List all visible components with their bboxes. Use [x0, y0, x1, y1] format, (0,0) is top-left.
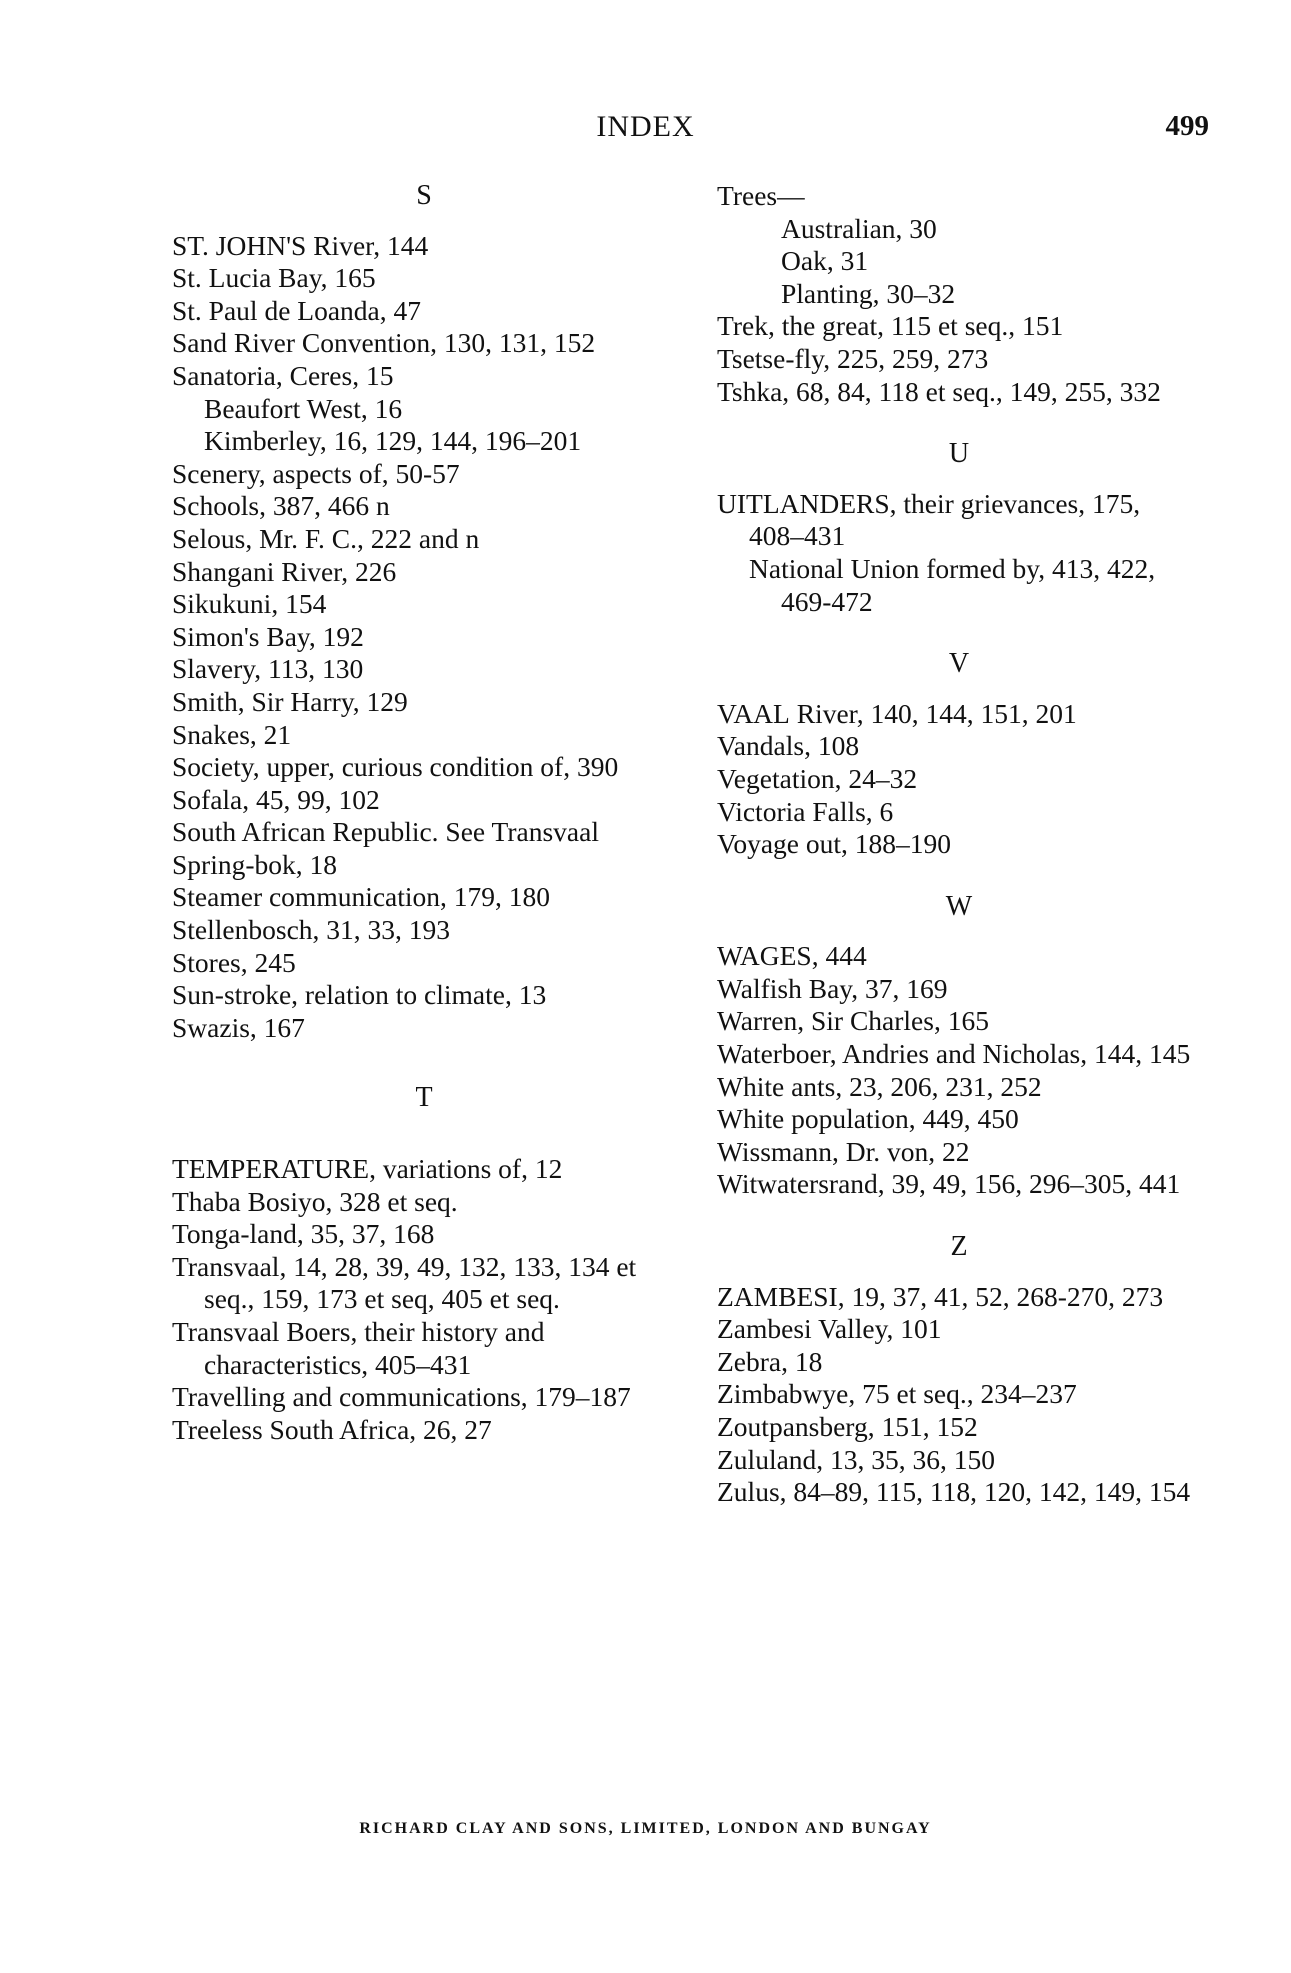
index-entry: Swazis, 167: [172, 1011, 305, 1043]
index-entry: ZAMBESI, 19, 37, 41, 52, 268-270, 273: [717, 1280, 1164, 1312]
index-entry: Transvaal Boers, their history and characteristics, 405–431: [172, 1316, 545, 1380]
index-entry: Tshka, 68, 84, 118 et seq., 149, 255, 332: [717, 375, 1161, 407]
index-entry: Travelling and communications, 179–187: [172, 1381, 631, 1413]
index-entry: UITLANDERS, their grievances, 175, 408–431: [717, 487, 1141, 552]
index-subentry: National Union formed by, 413, 422, 469-472: [749, 552, 1156, 617]
index-entry: Trek, the great, 115 et seq., 151: [717, 310, 1064, 342]
index-entry: Smith, Sir Harry, 129: [172, 685, 408, 717]
index-entry: Witwatersrand, 39, 49, 156, 296–305, 441: [717, 1168, 1181, 1200]
index-entry: Zimbabwye, 75 et seq., 234–237: [717, 1378, 1077, 1410]
index-column-right: [717, 180, 1201, 1509]
index-entry: Walfish Bay, 37, 169: [717, 972, 948, 1004]
running-title: INDEX: [596, 110, 695, 143]
index-entry: St. Paul de Loanda, 47: [172, 294, 421, 326]
index-entry: Society, upper, curious condition of, 390: [172, 751, 619, 783]
page-number: 499: [1165, 110, 1209, 142]
index-entry: Warren, Sir Charles, 165: [717, 1005, 989, 1037]
index-subentry: Australian, 30: [781, 212, 937, 244]
page-header: [0, 110, 1291, 150]
index-subentry: Planting, 30–32: [781, 277, 956, 309]
index-entry: Zoutpansberg, 151, 152: [717, 1411, 978, 1442]
section-letter-s: S: [416, 180, 432, 211]
index-entry: Slavery, 113, 130: [172, 653, 364, 685]
index-entry: Spring-bok, 18: [172, 848, 337, 880]
index-entry: ST. JOHN'S River, 144: [172, 229, 429, 261]
index-entry: Zebra, 18: [717, 1345, 823, 1377]
index-entry: Snakes, 21: [172, 718, 292, 750]
index-column-left: [172, 180, 676, 1446]
printer-imprint: RICHARD CLAY AND SONS, LIMITED, LONDON AND BUNGAY: [359, 1820, 932, 1837]
index-entry: VAAL River, 140, 144, 151, 201: [717, 697, 1077, 729]
index-entry: Waterboer, Andries and Nicholas, 144, 145: [717, 1038, 1191, 1070]
index-entry: Stellenbosch, 31, 33, 193: [172, 914, 451, 946]
section-letter-u: U: [948, 438, 970, 470]
index-entry: Transvaal, 14, 28, 39, 49, 132, 133, 134 et seq., 159, 173 et seq, 405 et seq.: [172, 1250, 637, 1315]
index-entry: TEMPERATURE, variations of, 12: [172, 1153, 563, 1185]
index-entry: South African Republic. See Transvaal: [172, 816, 599, 848]
index-entry: Shangani River, 226: [172, 555, 397, 587]
index-entry: Victoria Falls, 6: [717, 795, 894, 827]
index-entry: Schools, 387, 466 n: [172, 490, 390, 522]
index-subentry: Oak, 31: [781, 245, 869, 277]
index-entry: Trees—: [717, 180, 805, 211]
index-entry: Zambesi Valley, 101: [717, 1313, 942, 1345]
index-entry: St. Lucia Bay, 165: [172, 262, 376, 294]
index-entry: Zulus, 84–89, 115, 118, 120, 142, 149, 154: [717, 1476, 1191, 1508]
index-subentry: Beaufort West, 16: [204, 392, 403, 424]
index-subentry: Kimberley, 16, 129, 144, 196–201: [204, 425, 582, 457]
index-entry: Tonga-land, 35, 37, 168: [172, 1218, 435, 1250]
index-entry: Vegetation, 24–32: [717, 762, 918, 794]
index-entry: Thaba Bosiyo, 328 et seq.: [172, 1185, 458, 1217]
index-entry: Sikukuni, 154: [172, 588, 327, 620]
index-entry: Voyage out, 188–190: [717, 828, 951, 860]
index-entry: Steamer communication, 179, 180: [172, 881, 551, 913]
index-entry: Zululand, 13, 35, 36, 150: [717, 1443, 996, 1475]
index-entry: White population, 449, 450: [717, 1103, 1019, 1135]
index-entry: Sand River Convention, 130, 131, 152: [172, 327, 596, 359]
index-entry: Stores, 245: [172, 946, 296, 978]
index-entry: Wissmann, Dr. von, 22: [717, 1135, 970, 1167]
index-entry: Sofala, 45, 99, 102: [172, 783, 380, 815]
index-entry: Selous, Mr. F. C., 222 and n: [172, 522, 480, 554]
index-entry: Tsetse-fly, 225, 259, 273: [717, 342, 989, 374]
index-entry: Sanatoria, Ceres, 15: [172, 359, 394, 391]
section-letter-v: V: [948, 648, 970, 680]
section-letter-t: T: [415, 1082, 433, 1114]
section-letter-w: W: [945, 890, 973, 922]
index-entry: White ants, 23, 206, 231, 252: [717, 1070, 1042, 1102]
index-entry: Sun-stroke, relation to climate, 13: [172, 979, 547, 1011]
index-entry: Simon's Bay, 192: [172, 620, 364, 652]
index-entry: WAGES, 444: [717, 940, 867, 972]
index-entry: Treeless South Africa, 26, 27: [172, 1413, 492, 1445]
index-entry: Vandals, 108: [717, 730, 860, 762]
index-entry: Scenery, aspects of, 50-57: [172, 457, 460, 489]
section-letter-z: Z: [950, 1231, 968, 1263]
